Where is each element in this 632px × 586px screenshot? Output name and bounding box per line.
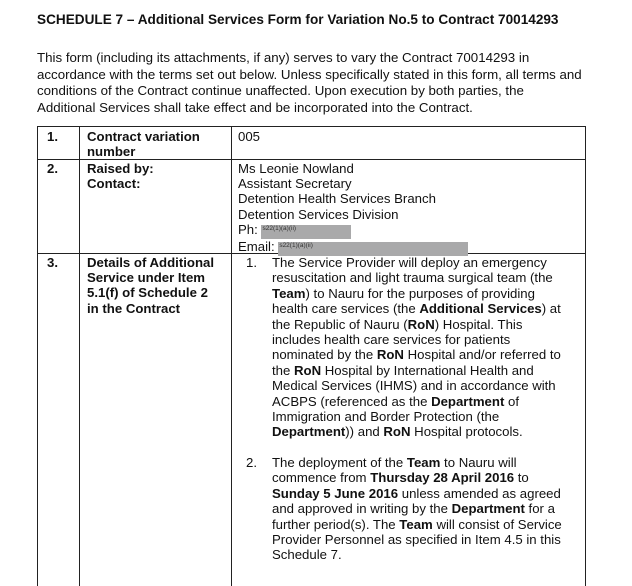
phone-line <box>238 222 578 239</box>
email-label: Email: <box>238 238 275 254</box>
contact-details <box>238 161 578 256</box>
item-marker: 1. <box>246 255 257 270</box>
item-line: Sunday 5 June 2016 unless amended as agreed <box>272 485 561 501</box>
intro-line: accordance with the terms set out below. Unless specifically stated in this form, all terms and <box>37 66 582 82</box>
row-label-line: in the Contract <box>87 300 181 316</box>
email-redaction <box>278 242 468 256</box>
item-line: includes health care services for patients <box>272 332 511 348</box>
intro-paragraph <box>37 50 607 116</box>
row-label <box>87 161 227 191</box>
item-line: Provider Personnel as specified in Item 4.5 in this <box>272 532 561 548</box>
phone-redaction <box>261 225 351 239</box>
item-line: the Republic of Nauru (RoN) Hospital. This <box>272 316 523 332</box>
row-label <box>87 129 227 159</box>
redaction-code: s22(1)(a)(ii) <box>262 224 297 232</box>
schedule-heading: SCHEDULE 7 – Additional Services Form for Variation No.5 to Contract 70014293 <box>37 12 559 27</box>
item-text <box>272 255 592 440</box>
intro-line: conditions of the Contract continue unaffected. Upon execution by both parties, the <box>37 83 524 98</box>
item-line: further period(s). The Team will consist of Service <box>272 516 562 532</box>
row-label-line: 5.1(f) of Schedule 2 <box>87 285 208 301</box>
redaction-code: s22(1)(a)(ii) <box>279 241 313 249</box>
column-divider <box>231 126 232 586</box>
row-label-line: Details of Additional <box>87 255 214 270</box>
item-line: Team) to Nauru for the purposes of providing <box>272 285 535 301</box>
item-line: Immigration and Border Protection (the <box>272 409 500 425</box>
item-line: Medical Services (IHMS) and in accordance with <box>272 378 556 394</box>
contact-line: Ms Leonie Nowland <box>238 161 354 176</box>
item-line: ACBPS (referenced as the Department of <box>272 393 520 409</box>
table-border-top <box>38 126 585 127</box>
intro-line: Additional Services shall take effect and be incorporated into the Contract. <box>37 99 473 115</box>
item-line: the RoN Hospital by International Health and <box>272 362 534 378</box>
item-marker: 2. <box>246 455 257 470</box>
row-label-line: Contract variation <box>87 129 200 144</box>
item-line: nominated by the RoN Hospital and/or referred to <box>272 347 561 363</box>
item-line: Schedule 7. <box>272 547 342 563</box>
item-line: commence from Thursday 28 April 2016 to <box>272 470 529 486</box>
column-divider <box>79 126 80 586</box>
item-line: The deployment of the Team to Nauru will <box>272 455 517 470</box>
row-label-line: Raised by: <box>87 161 154 176</box>
item-line: and approved in writing by the Department for a <box>272 501 555 517</box>
item-line: Department)) and RoN Hospital protocols. <box>272 424 523 440</box>
row-label-line: Service under Item <box>87 270 206 286</box>
row-label-line: Contact: <box>87 176 141 192</box>
item-text <box>272 455 592 563</box>
phone-label: Ph: <box>238 221 258 237</box>
contact-line: Assistant Secretary <box>238 176 352 192</box>
row-number: 2. <box>47 161 58 176</box>
contact-line: Detention Services Division <box>238 206 399 222</box>
variation-number-value: 005 <box>238 129 261 144</box>
email-line <box>238 239 578 256</box>
variation-table <box>37 126 586 586</box>
item-line: resuscitation and light trauma surgical team (the <box>272 270 553 286</box>
intro-line: This form (including its attachments, if any) serves to vary the Contract 70014293 in <box>37 50 530 65</box>
row-label <box>87 255 227 316</box>
row-number: 1. <box>47 129 58 144</box>
row-number: 3. <box>47 255 58 270</box>
row-label-line: number <box>87 144 136 160</box>
item-line: The Service Provider will deploy an emergency <box>272 255 547 270</box>
contact-line: Detention Health Services Branch <box>238 191 436 207</box>
item-line: health care services (the Additional Services) at <box>272 301 561 317</box>
